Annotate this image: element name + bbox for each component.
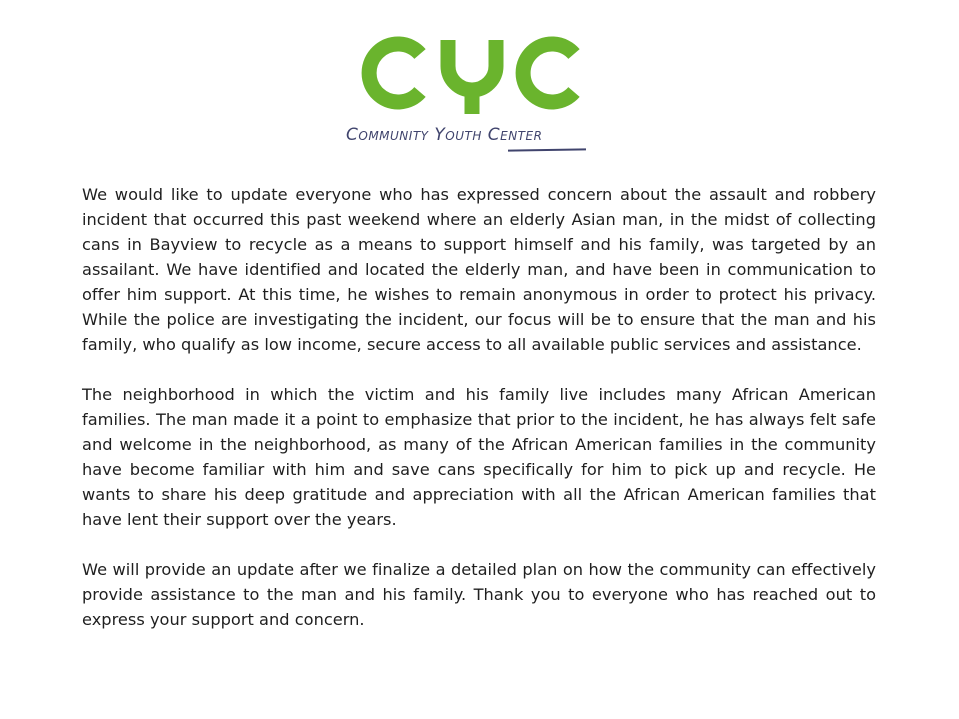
cyc-logo-mark <box>354 28 594 123</box>
cyc-logo <box>340 28 600 158</box>
paragraph-1: We would like to update everyone who has expressed concern about the assault and robbery incident that occurred this past weekend where an elderly Asian man, in the midst of collecting cans in Bayview to recycle as a means to support himself and his family, was targeted by an assailant. We have identified and located the elderly man, and have been in communication to offer him support. At this time, he wishes to remain anonymous in order to protect his privacy. While the police are investigating the incident, our focus will be to ensure that the man and his family, who qualify as low income, secure access to all available public services and assistance. <box>82 185 876 354</box>
org-name: Community Youth Center <box>346 125 543 145</box>
tagline-underline <box>508 148 586 151</box>
paragraph-2: The neighborhood in which the victim and his family live includes many African American families. The man made it a point to emphasize that prior to the incident, he has always felt safe and welcome in the neighborhood, as many of the African American families in the community have become familiar with him and save cans specifically for him to pick up and recycle. He wants to share his deep gratitude and appreciation with all the African American families that have lent their support over the years. <box>82 385 876 529</box>
paragraph-3: We will provide an update after we finalize a detailed plan on how the community can effectively provide assistance to the man and his family. Thank you to everyone who has reached out to express your support and concern. <box>82 560 876 629</box>
statement-body <box>82 182 876 657</box>
